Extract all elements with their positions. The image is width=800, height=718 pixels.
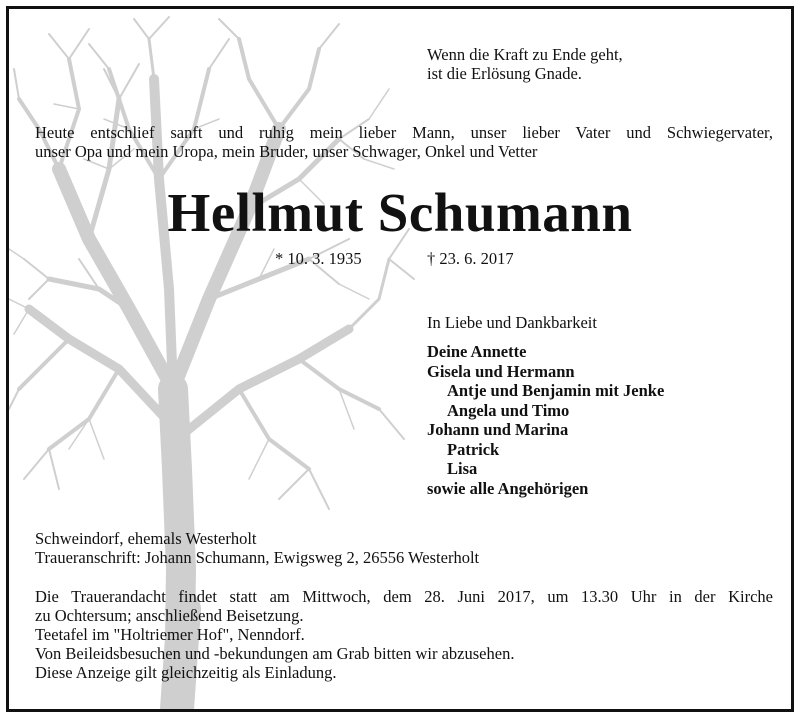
closing-line: Die Trauerandacht findet statt am Mittwoch, dem 28. Juni 2017, um 13.30 Uhr in der Kirche: [35, 587, 773, 606]
mourners-list: [427, 342, 664, 498]
mourner-name: Patrick: [447, 439, 500, 459]
birth-date: * 10. 3. 1935: [275, 249, 362, 268]
intro-text: [35, 123, 773, 161]
motto-line: Wenn die Kraft zu Ende geht,: [427, 45, 623, 64]
mourner-name: Lisa: [447, 459, 478, 478]
closing-line: Teetafel im "Holtriemer Hof", Nenndorf.: [35, 625, 305, 644]
motto-verse: [427, 45, 623, 83]
intro-line: unser Opa und mein Uropa, mein Bruder, unser Schwager, Onkel und Vetter: [35, 142, 538, 161]
deceased-name: Hellmut Schumann: [167, 182, 633, 243]
mourner-name: sowie alle Angehörigen: [427, 478, 589, 498]
closing-notice: [35, 587, 773, 682]
mourners-heading: In Liebe und Dankbarkeit: [427, 313, 597, 332]
mourner-name: Johann und Marina: [427, 420, 569, 439]
closing-line: Von Beileidsbesuchen und -bekundungen am Grab bitten wir abzusehen.: [35, 644, 515, 663]
death-date: † 23. 6. 2017: [427, 249, 514, 268]
address-block: [35, 529, 479, 567]
mourner-name: Gisela und Hermann: [427, 361, 575, 381]
closing-line: Diese Anzeige gilt gleichzeitig als Einladung.: [35, 663, 337, 682]
mourner-name: Antje und Benjamin mit Jenke: [447, 381, 665, 400]
place-line: Schweindorf, ehemals Westerholt: [35, 529, 257, 548]
mourner-name: Angela und Timo: [447, 400, 570, 420]
intro-line: Heute entschlief sanft und ruhig mein lieber Mann, unser lieber Vater und Schwiegervater,: [35, 123, 773, 142]
mourner-name: Deine Annette: [427, 342, 527, 361]
motto-line: ist die Erlösung Gnade.: [427, 64, 582, 83]
closing-line: zu Ochtersum; anschließend Beisetzung.: [35, 606, 304, 625]
mourning-address-line: Traueranschrift: Johann Schumann, Ewigsweg 2, 26556 Westerholt: [35, 548, 480, 567]
obituary-frame: [6, 6, 794, 712]
